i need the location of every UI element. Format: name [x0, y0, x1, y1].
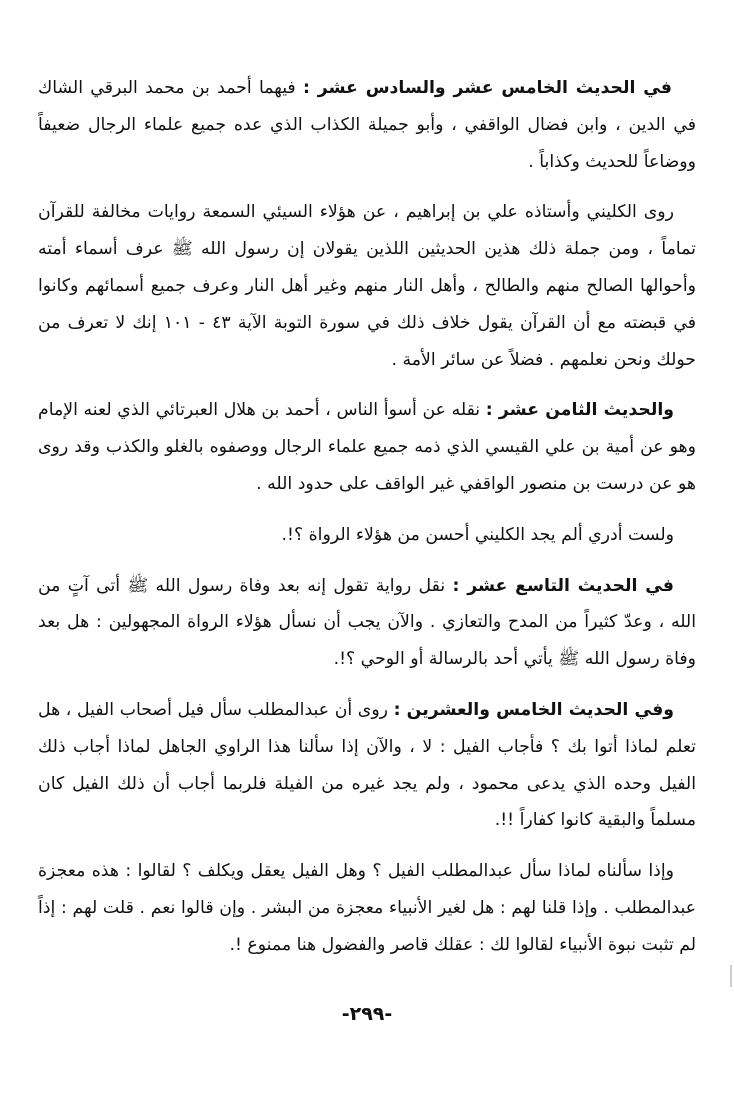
page-number: -٢٩٩- — [341, 1003, 393, 1025]
paragraph-hadith-25 — [38, 692, 696, 839]
paragraph-body: فيهما أحمد بن محمد البرقي الشاك في الدين ، وابن فضال الواقفي ، وأبو جميلة الكذاب الذي عده جميع علماء الرجال ضعيفاً ووضاعاً للحديث وكذاباً . — [38, 78, 696, 172]
paragraph-body: نقله عن أسوأ الناس ، أحمد بن هلال العبرتائي الذي لعنه الإمام وهو عن أمية بن علي القيسي الذي ذمه جميع علماء الرجال ووصفوه بالغلو والكذب وقد روى هو عن درست بن منصور الواقفي غير الواقف على حدود الله . — [38, 400, 696, 494]
paragraph-body: روى أن عبدالمطلب سأل فيل أصحاب الفيل ، هل تعلم لماذا أتوا بك ؟ فأجاب الفيل : لا ، والآن إذا سألنا هذا الراوي الجاهل لماذا أجاب ذلك الفيل وحده الذي يدعى محمود ، ولم يجد غيره من الفيلة فلربما أجاب أن ذلك الفيل كان مسلماً والبقية كانوا كفاراً !!. — [38, 699, 696, 831]
paragraph-elephant-question — [38, 853, 696, 963]
scan-edge-mark — [730, 965, 732, 987]
paragraph-body: ولست أدري ألم يجد الكليني أحسن من هؤلاء الرواة ؟!. — [281, 524, 674, 545]
paragraph-body: روى الكليني وأستاذه علي بن إبراهيم ، عن هؤلاء السيئي السمعة روايات مخالفة للقرآن تماماً ، ومن جملة ذلك هذين الحديثين اللذين يقولان إن رسول الله ﷺ عرف أسماء أمته وأحوالها الصالح منهم والطالح ، وأهل النار منهم وغير أهل النار وعرف جميع أسمائهم وكانوا في قبضته مع أن القرآن يقول خلاف ذلك في سورة التوبة الآية ٤٣ - ١٠١ إنك لا تعرف من حولك ونحن نعلمهم . فضلاً عن سائر الأمة . — [38, 202, 696, 370]
paragraph-heading: والحديث الثامن عشر : — [485, 400, 674, 421]
document-page — [38, 70, 696, 978]
paragraph-body: نقل رواية تقول إنه بعد وفاة رسول الله ﷺ أتى آتٍ من الله ، وعدّ كثيراً من المدح والتعازي . والآن يجب أن نسأل هؤلاء الرواة المجهولين : هل بعد وفاة رسول الله ﷺ يأتي أحد بالرسالة أو الوحي ؟!. — [38, 575, 696, 670]
paragraph-heading: وفي الحديث الخامس والعشرين : — [393, 699, 674, 720]
paragraph-heading: في الحديث التاسع عشر : — [452, 575, 674, 596]
paragraph-heading: في الحديث الخامس عشر والسادس عشر : — [302, 78, 672, 98]
paragraph-kulayni-narration — [38, 194, 696, 378]
paragraph-hadith-19 — [38, 568, 696, 678]
paragraph-narrators-question — [38, 517, 696, 554]
paragraph-hadith-18 — [38, 392, 696, 502]
paragraph-body: وإذا سألناه لماذا سأل عبدالمطلب الفيل ؟ وهل الفيل يعقل ويكلف ؟ لقالوا : هذه معجزة عبدالمطلب . وإذا قلنا لهم : هل لغير الأنبياء معجزة من البشر . وإن قالوا نعم . قلت لهم : إذاً لم تثبت نبوة الأنبياء لقالوا لك : عقلك قاصر والفضول هنا ممنوع !. — [38, 861, 696, 955]
paragraph-hadith-15-16 — [38, 70, 696, 180]
